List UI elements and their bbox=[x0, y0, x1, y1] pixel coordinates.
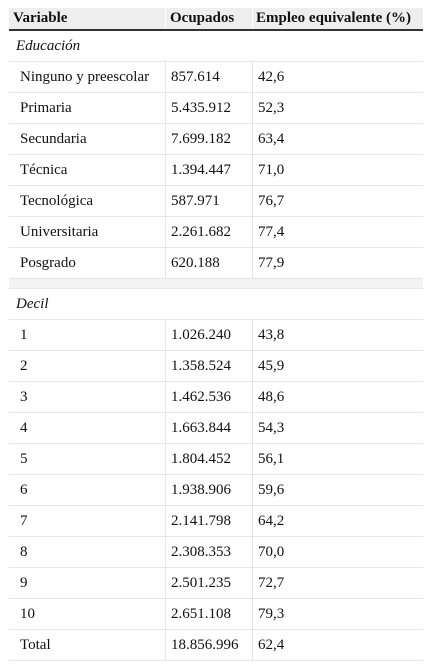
table-row bbox=[9, 62, 423, 93]
cell-variable: Técnica bbox=[20, 161, 68, 178]
cell-variable: Tecnológica bbox=[20, 192, 94, 209]
table-row bbox=[9, 599, 423, 630]
cell-ocupados: 1.462.536 bbox=[165, 382, 252, 412]
cell-empleo-equivalente: 52,3 bbox=[252, 93, 423, 123]
cell-empleo-equivalente: 56,1 bbox=[252, 444, 423, 474]
table-row bbox=[9, 506, 423, 537]
cell-variable: 3 bbox=[20, 388, 28, 405]
cell-variable: 1 bbox=[20, 326, 28, 343]
table-row bbox=[9, 320, 423, 351]
cell-variable: 4 bbox=[20, 419, 28, 436]
table-row bbox=[9, 444, 423, 475]
cell-variable: 6 bbox=[20, 481, 28, 498]
cell-ocupados: 587.971 bbox=[165, 186, 252, 216]
cell-empleo-equivalente: 62,4 bbox=[252, 630, 423, 660]
cell-ocupados: 1.394.447 bbox=[165, 155, 252, 185]
table-row bbox=[9, 351, 423, 382]
cell-ocupados: 2.651.108 bbox=[165, 599, 252, 629]
cell-empleo-equivalente: 76,7 bbox=[252, 186, 423, 216]
cell-ocupados: 1.938.906 bbox=[165, 475, 252, 505]
table-row bbox=[9, 124, 423, 155]
cell-variable: 5 bbox=[20, 450, 28, 467]
cell-ocupados: 620.188 bbox=[165, 248, 252, 278]
cell-variable: 10 bbox=[20, 605, 35, 622]
cell-empleo-equivalente: 54,3 bbox=[252, 413, 423, 443]
cell-ocupados: 1.804.452 bbox=[165, 444, 252, 474]
cell-empleo-equivalente: 71,0 bbox=[252, 155, 423, 185]
cell-empleo-equivalente: 79,3 bbox=[252, 599, 423, 629]
cell-ocupados: 1.026.240 bbox=[165, 320, 252, 350]
header-empleo-equivalente: Empleo equivalente (%) bbox=[252, 8, 423, 29]
cell-ocupados: 2.501.235 bbox=[165, 568, 252, 598]
cell-ocupados: 2.261.682 bbox=[165, 217, 252, 247]
section-title: Educación bbox=[9, 31, 423, 62]
table-row bbox=[9, 382, 423, 413]
header-ocupados: Ocupados bbox=[165, 8, 252, 29]
cell-variable: Posgrado bbox=[20, 254, 76, 271]
cell-variable: Primaria bbox=[20, 99, 72, 116]
cell-empleo-equivalente: 42,6 bbox=[252, 62, 423, 92]
cell-variable: Total bbox=[20, 636, 51, 653]
cell-ocupados: 2.141.798 bbox=[165, 506, 252, 536]
cell-empleo-equivalente: 63,4 bbox=[252, 124, 423, 154]
cell-variable: Secundaria bbox=[20, 130, 87, 147]
table-row bbox=[9, 155, 423, 186]
table-row bbox=[9, 93, 423, 124]
cell-empleo-equivalente: 45,9 bbox=[252, 351, 423, 381]
cell-empleo-equivalente: 70,0 bbox=[252, 537, 423, 567]
table-row bbox=[9, 537, 423, 568]
cell-empleo-equivalente: 43,8 bbox=[252, 320, 423, 350]
cell-variable: 8 bbox=[20, 543, 28, 560]
cell-ocupados: 2.308.353 bbox=[165, 537, 252, 567]
cell-ocupados: 1.663.844 bbox=[165, 413, 252, 443]
cell-ocupados: 7.699.182 bbox=[165, 124, 252, 154]
cell-variable: Ninguno y preescolar bbox=[20, 68, 150, 85]
section-title: Decil bbox=[9, 289, 423, 320]
cell-empleo-equivalente: 77,4 bbox=[252, 217, 423, 247]
cell-empleo-equivalente: 64,2 bbox=[252, 506, 423, 536]
table-row bbox=[9, 413, 423, 444]
table-row bbox=[9, 248, 423, 279]
cell-ocupados: 18.856.996 bbox=[165, 630, 252, 660]
cell-variable: 2 bbox=[20, 357, 28, 374]
cell-variable: 7 bbox=[20, 512, 28, 529]
table-body bbox=[9, 31, 423, 661]
table-row bbox=[9, 217, 423, 248]
cell-empleo-equivalente: 59,6 bbox=[252, 475, 423, 505]
cell-ocupados: 5.435.912 bbox=[165, 93, 252, 123]
cell-ocupados: 1.358.524 bbox=[165, 351, 252, 381]
table-row bbox=[9, 186, 423, 217]
cell-ocupados: 857.614 bbox=[165, 62, 252, 92]
cell-variable: 9 bbox=[20, 574, 28, 591]
table-row bbox=[9, 630, 423, 661]
cell-variable: Universitaria bbox=[20, 223, 99, 240]
table-row bbox=[9, 568, 423, 599]
cell-empleo-equivalente: 48,6 bbox=[252, 382, 423, 412]
section-spacer bbox=[9, 279, 423, 289]
cell-empleo-equivalente: 72,7 bbox=[252, 568, 423, 598]
table-header-row bbox=[9, 8, 423, 31]
header-variable: Variable bbox=[13, 10, 68, 26]
data-table bbox=[9, 8, 423, 661]
table-row bbox=[9, 475, 423, 506]
cell-empleo-equivalente: 77,9 bbox=[252, 248, 423, 278]
